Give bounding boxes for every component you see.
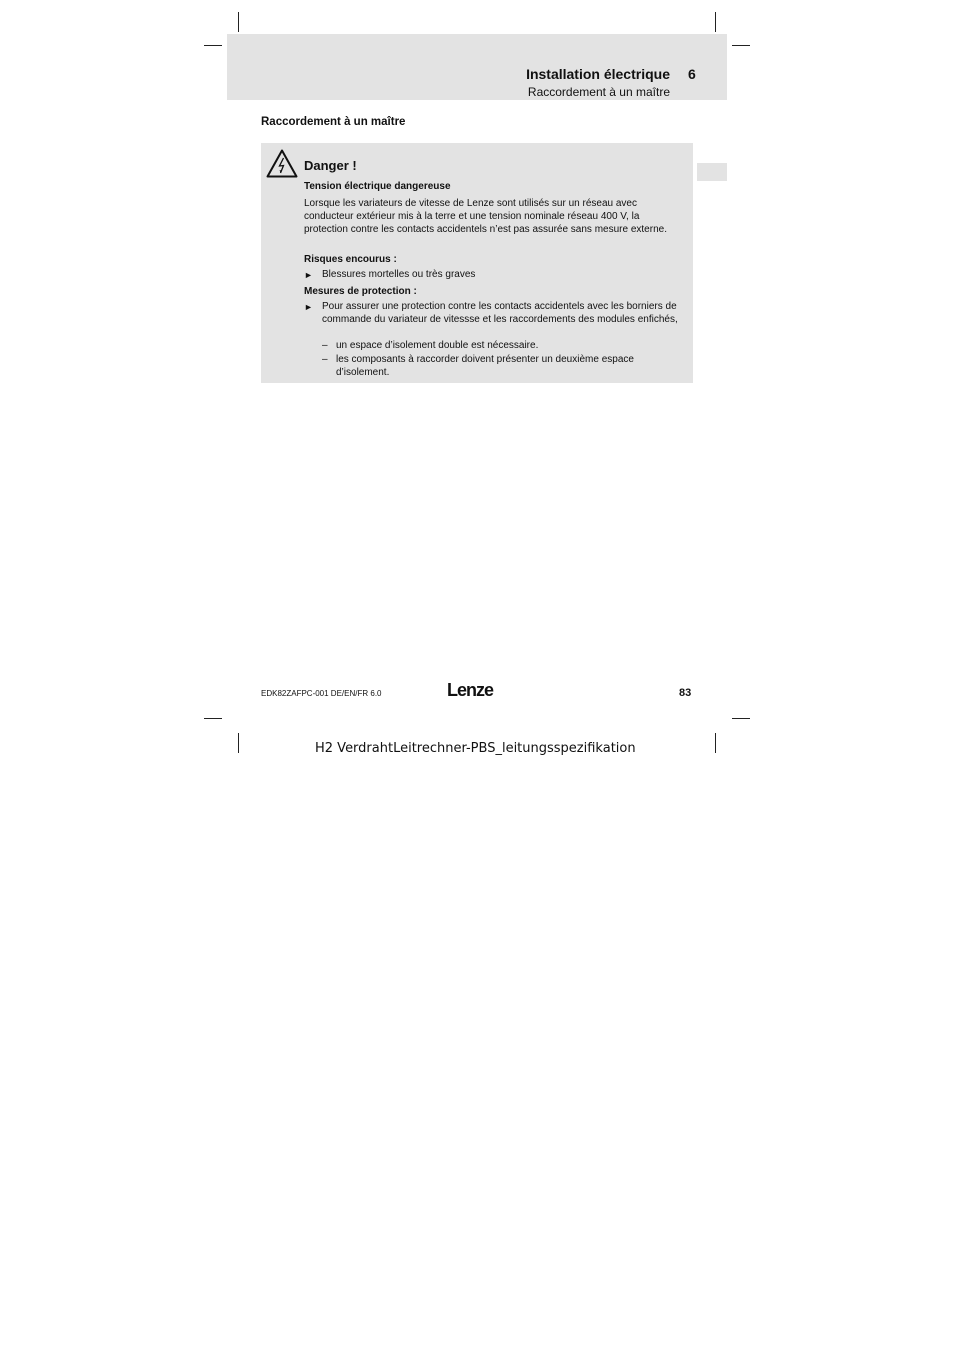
side-tab-marker	[697, 163, 727, 181]
measures-label: Mesures de protection :	[304, 286, 417, 297]
crop-mark	[715, 12, 716, 32]
dash-marker: –	[322, 354, 328, 365]
crop-mark	[715, 733, 716, 753]
crop-mark	[238, 733, 239, 753]
lenze-logo: Lenze	[447, 680, 494, 700]
document-id: EDK82ZAFPC-001 DE/EN/FR 6.0	[261, 689, 382, 698]
measure-item: Pour assurer une protection contre les contacts accidentels avec les borniers de commande du variateur de vitessse et les raccordements des modules enfichés,	[322, 301, 678, 325]
chapter-subtitle: Raccordement à un maître	[527, 85, 670, 99]
crop-mark	[732, 45, 750, 46]
danger-heading: Tension électrique dangereuse	[304, 181, 451, 192]
chapter-number: 6	[688, 66, 696, 82]
bullet-arrow-icon: ►	[304, 270, 313, 280]
sub-measure-item: les composants à raccorder doivent présenter un deuxième espace d’isolement.	[336, 354, 634, 378]
page-number: 83	[679, 687, 692, 699]
crop-mark	[204, 45, 222, 46]
dash-marker: –	[322, 340, 328, 351]
file-caption: H2 VerdrahtLeitrechner-PBS_leitungsspezifikation	[315, 741, 636, 756]
sub-measure-item: un espace d’isolement double est nécessaire.	[336, 340, 539, 351]
section-title: Raccordement à un maître	[261, 116, 406, 128]
risk-item: Blessures mortelles ou très graves	[322, 269, 476, 280]
crop-mark	[238, 12, 239, 32]
crop-mark	[204, 718, 222, 719]
warning-electric-icon	[266, 149, 298, 178]
chapter-title: Installation électrique	[526, 66, 670, 82]
bullet-arrow-icon: ►	[304, 302, 313, 312]
crop-mark	[732, 718, 750, 719]
risks-label: Risques encourus :	[304, 254, 397, 265]
danger-title: Danger !	[304, 158, 357, 173]
danger-paragraph: Lorsque les variateurs de vitesse de Lenze sont utilisés sur un réseau avec conducteur extérieur mis à la terre et une tension nominale réseau 400 V, la protection contre les contacts accidentels n’est pas assurée sans mesure externe.	[304, 198, 667, 235]
